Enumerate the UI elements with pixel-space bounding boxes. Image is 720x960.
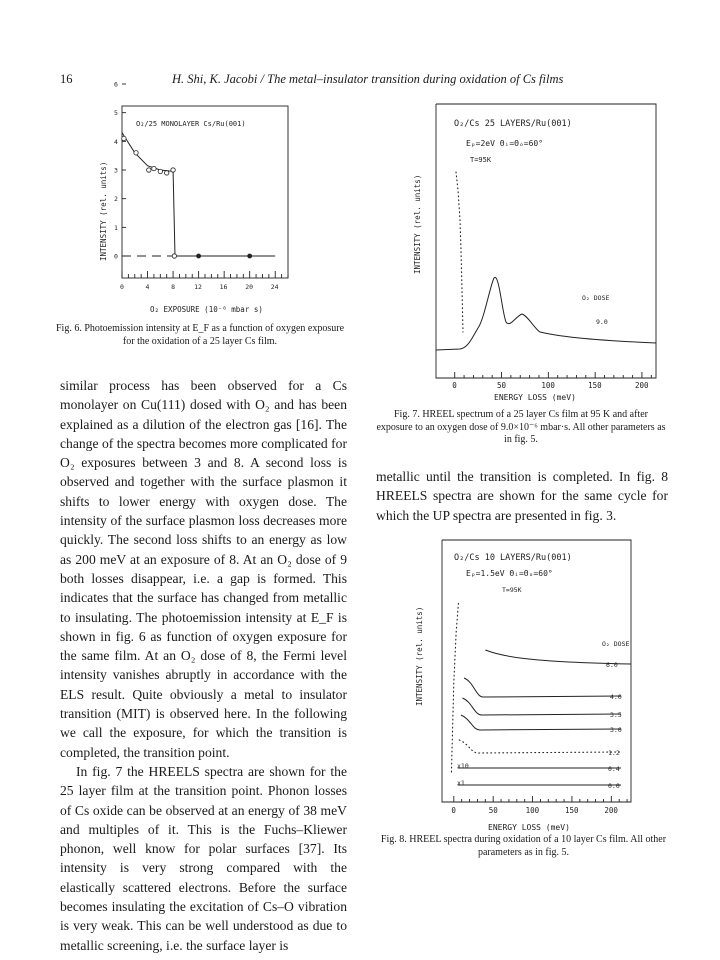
fig8-series-label: 4.0 xyxy=(610,693,622,701)
fig8-param1: Eₚ=1.5eV Θᵢ=Θₒ=60° xyxy=(466,569,553,578)
fig7-xtick-label: 200 xyxy=(634,381,649,390)
fig8-trace xyxy=(464,678,621,697)
fig6-data-point xyxy=(134,151,138,155)
fig6-data-point xyxy=(164,171,168,175)
fig8-series-label: 3.0 xyxy=(610,726,622,734)
left-paragraph-1: similar process has been observed for a Cs monolayer on Cu(111) dosed with O₂ and has been explained as a dilution of the electron gas [16]. The change of the spectra becomes more complicated for O₂ exposures between 3 and 8. A second loss is observed and together with the surface plasmon it shifts to lower energy with oxygen dose. The intensity of the surface plasmon loss decreases more quickly. The second loss shifts to an energy as low as 200 meV at an exposure of 8. At an O₂ dose of 9 both losses disappear, i.e. a gap is formed. This indicates that the surface has changed from metallic to insulating. The photoemission intensity at E_F is shown in fig. 6 as function of oxygen exposure for the same film. At an O₂ dose of 8, the Fermi level intensity vanishes abruptly in accordance with the ELS result. Quite obviously a metal to insulator transition (MIT) is observed here. In the following we call the exposure, for which the transition is completed, the transition point. xyxy=(60,378,347,760)
fig8-series-label: 0.4 xyxy=(608,765,620,773)
fig6-ylabel: INTENSITY (rel. units) xyxy=(99,161,108,261)
fig7-xlabel: ENERGY LOSS (meV) xyxy=(494,393,576,402)
fig7-param2: T=95K xyxy=(470,156,492,164)
fig8-dose-label: O₂ DOSE xyxy=(602,640,630,648)
fig6-frame xyxy=(122,106,288,278)
fig6-xtick-label: 12 xyxy=(194,283,202,291)
fig8-series-label: 1.2 xyxy=(608,749,620,757)
fig8-xtick-label: 0 xyxy=(451,806,456,815)
fig6-caption: Fig. 6. Photoemission intensity at E_F as a function of oxygen exposure for the oxidation of a 25 layer Cs film. xyxy=(55,323,345,347)
fig7-param1: Eₚ=2eV Θᵢ=Θₒ=60° xyxy=(466,139,544,148)
fig6-chart xyxy=(78,80,318,320)
fig7-dose-label: O₂ DOSE xyxy=(582,294,610,302)
fig7-title: O₂/Cs 25 LAYERS/Ru(001) xyxy=(454,119,572,129)
fig7-caption: Fig. 7. HREEL spectrum of a 25 layer Cs film at 95 K and after exposure to an oxygen dose of 9.0×10⁻⁶ mbar·s. All other parameters as in fig. 5. xyxy=(376,409,666,445)
fig6-xtick-label: 8 xyxy=(171,283,175,291)
fig8-ylabel: INTENSITY (rel. units) xyxy=(415,606,424,706)
fig7-xtick-label: 100 xyxy=(541,381,555,390)
fig8-xlabel: ENERGY LOSS (meV) xyxy=(488,823,570,832)
fig6-ytick-label: 6 xyxy=(114,80,118,89)
fig6-title: O₂/25 MONOLAYER Cs/Ru(001) xyxy=(136,120,246,128)
fig6-data-point xyxy=(248,254,252,258)
fig6-data-point xyxy=(152,166,156,170)
fig6-data-point xyxy=(197,254,201,258)
fig6-xtick-label: 16 xyxy=(219,283,228,291)
fig8-frame xyxy=(442,540,631,802)
fig8-chart xyxy=(406,532,676,832)
fig7-xtick-label: 50 xyxy=(497,381,507,390)
left-column xyxy=(60,376,347,955)
fig8-trace xyxy=(462,698,621,715)
fig6-data-point xyxy=(158,169,162,173)
fig8-caption: Fig. 8. HREEL spectra during oxidation of a 10 layer Cs film. All other parameters as in fig. 5. xyxy=(380,834,667,858)
fig8-series-label: 0.0 xyxy=(608,782,620,790)
fig8-xtick-label: 50 xyxy=(488,806,498,815)
fig7-dose-value: 9.0 xyxy=(596,318,608,326)
fig6-data-point xyxy=(147,168,151,172)
fig6-xtick-label: 4 xyxy=(145,283,150,291)
left-paragraph-2: In fig. 7 the HREELS spectra are shown for the 25 layer film at the transition point. Phonon losses of Cs oxide can be observed at an energy of 38 meV and multiples of it. This is the Fuchs–Kliewer phonon, well know for polar surfaces [37]. Its intensity is very strong compared with the elastically scattered electrons. Before the surface becomes insulating the excitation of Cs–O vibration is very weak. This can be well understood as due to metallic screening, i.e. the surface layer is xyxy=(60,763,347,953)
fig6-xtick-label: 0 xyxy=(120,283,124,291)
fig8-series-label: 3.5 xyxy=(610,711,622,719)
right-paragraph: metallic until the transition is completed. In fig. 8 HREELS spectra are shown for the same cycle for which the UP spectra are presented in fig. 3. xyxy=(376,469,668,523)
fig6-fit-curve xyxy=(122,133,275,256)
fig8-xtick-label: 100 xyxy=(525,806,540,815)
fig6-ytick-label: 0 xyxy=(114,252,118,261)
fig8-series-label: 6.0 xyxy=(606,661,618,669)
fig8-param2: T=95K xyxy=(502,586,522,594)
fig6-xtick-label: 20 xyxy=(245,283,254,291)
fig8-xtick-label: 200 xyxy=(604,806,618,815)
fig6-xtick-label: 24 xyxy=(270,283,279,291)
fig6-data-point xyxy=(171,168,175,172)
fig8-elastic-peak xyxy=(451,602,458,772)
right-column xyxy=(376,467,668,525)
fig6-ytick-label: 1 xyxy=(114,223,118,232)
fig8-xtick-label: 150 xyxy=(564,806,579,815)
fig7-elastic-peak xyxy=(456,172,463,332)
fig6-data-point xyxy=(122,136,126,140)
fig7-ylabel: INTENSITY (rel. units) xyxy=(413,174,422,274)
fig7-spectrum xyxy=(436,277,656,350)
fig8-factor-x10: x10 xyxy=(457,762,469,770)
fig8-trace xyxy=(461,715,621,730)
fig8-factor-x1: x1 xyxy=(457,779,465,787)
page-number: 16 xyxy=(60,72,73,86)
fig6-data-point xyxy=(172,254,176,258)
fig8-trace xyxy=(459,740,621,753)
fig8-title: O₂/Cs 10 LAYERS/Ru(001) xyxy=(454,553,572,563)
fig6-ytick-label: 4 xyxy=(114,137,118,146)
fig6-ytick-label: 3 xyxy=(114,166,118,175)
fig6-ytick-label: 5 xyxy=(114,109,118,118)
fig7-chart xyxy=(406,100,676,410)
fig6-xlabel: O₂ EXPOSURE (10⁻⁶ mbar s) xyxy=(150,305,263,314)
fig7-xtick-label: 150 xyxy=(588,381,602,390)
fig6-ytick-label: 2 xyxy=(114,195,118,204)
running-title: H. Shi, K. Jacobi / The metal–insulator transition during oxidation of Cs films xyxy=(172,72,564,86)
fig7-xtick-label: 0 xyxy=(452,381,457,390)
